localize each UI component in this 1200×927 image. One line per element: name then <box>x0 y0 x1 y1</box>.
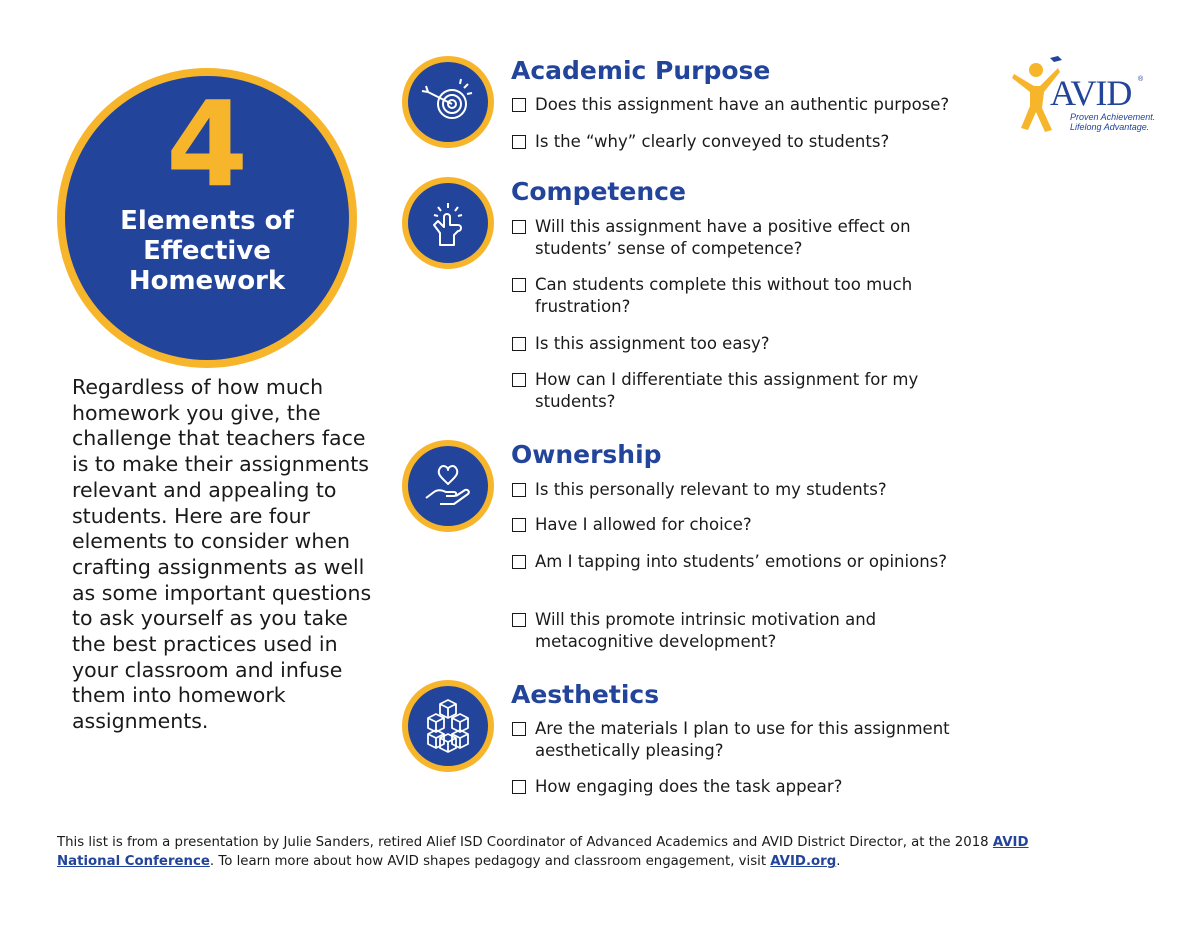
conference-link[interactable]: AVID National Conference <box>57 835 1029 869</box>
question-text: Is this assignment too easy? <box>535 334 770 353</box>
question-text: Can students complete this without too much frustration? <box>535 275 913 316</box>
footer-text: . <box>836 854 841 869</box>
logo-tagline-2: Lifelong Advantage. <box>1070 122 1150 132</box>
snap-hand-icon <box>402 177 494 269</box>
checkbox[interactable] <box>512 483 526 497</box>
checklist-item[interactable] <box>512 216 952 260</box>
checkbox[interactable] <box>512 722 526 736</box>
question-text: Have I allowed for choice? <box>535 515 752 534</box>
footer-text: This list is from a presentation by Julie Sanders, retired Alief ISD Coordinator of Advanced Academics and AVID District Director, at the 2018 <box>57 835 993 850</box>
question-text: Is the “why” clearly conveyed to students? <box>535 132 890 151</box>
checklist-item[interactable] <box>512 551 952 573</box>
section-title-competence: Competence <box>511 177 686 206</box>
question-text: Am I tapping into students’ emotions or opinions? <box>535 552 948 571</box>
footer-text: . To learn more about how AVID shapes pedagogy and classroom engagement, visit <box>209 854 771 869</box>
section-title-academic-purpose: Academic Purpose <box>511 56 771 85</box>
registered-mark: ® <box>1138 76 1144 83</box>
hand-heart-icon <box>402 440 494 532</box>
hero-title: Elements of Effective Homework <box>120 206 294 296</box>
question-text: How engaging does the task appear? <box>535 777 843 796</box>
question-text: Will this assignment have a positive effect on students’ sense of competence? <box>535 217 911 258</box>
question-text: Does this assignment have an authentic purpose? <box>535 95 950 114</box>
question-text: Are the materials I plan to use for this assignment aesthetically pleasing? <box>535 719 950 760</box>
footer-note <box>57 833 1057 871</box>
checklist-item[interactable] <box>512 514 952 536</box>
question-text: Is this personally relevant to my students? <box>535 480 887 499</box>
section-title-ownership: Ownership <box>511 440 662 469</box>
avid-wordmark: AVID <box>1050 73 1132 113</box>
question-text: How can I differentiate this assignment for my students? <box>535 370 919 411</box>
section-title-aesthetics: Aesthetics <box>511 680 660 709</box>
checklist-item[interactable] <box>512 333 952 355</box>
target-icon <box>402 56 494 148</box>
cubes-icon <box>402 680 494 772</box>
checkbox[interactable] <box>512 98 526 112</box>
hero-badge-inner <box>65 76 349 360</box>
checkbox[interactable] <box>512 518 526 532</box>
intro-paragraph: Regardless of how much homework you give, the challenge that teachers face is to make their assignments relevant and appealing to students. Here are four elements to consider when crafting assignments as well as some important questions to ask yourself as you take the best practices used in your classroom and infuse them into homework assignments. <box>72 375 372 734</box>
checkbox[interactable] <box>512 220 526 234</box>
checklist-item[interactable] <box>512 369 952 413</box>
avid-logo <box>1012 56 1156 134</box>
checkbox[interactable] <box>512 373 526 387</box>
checkbox[interactable] <box>512 278 526 292</box>
question-text: Will this promote intrinsic motivation and metacognitive development? <box>535 610 877 651</box>
checkbox[interactable] <box>512 555 526 569</box>
checklist-item[interactable] <box>512 131 952 153</box>
logo-tagline-1: Proven Achievement. <box>1070 112 1156 122</box>
checklist-item[interactable] <box>512 776 952 798</box>
hero-badge <box>57 68 357 368</box>
checklist-item[interactable] <box>512 609 952 653</box>
checklist-item[interactable] <box>512 718 952 762</box>
checkbox[interactable] <box>512 337 526 351</box>
checkbox[interactable] <box>512 780 526 794</box>
checklist-item[interactable] <box>512 479 952 501</box>
hero-number: 4 <box>165 75 249 213</box>
checklist-item[interactable] <box>512 94 952 116</box>
checklist-item[interactable] <box>512 274 952 318</box>
checkbox[interactable] <box>512 135 526 149</box>
avid-site-link[interactable]: AVID.org <box>770 854 837 869</box>
checkbox[interactable] <box>512 613 526 627</box>
